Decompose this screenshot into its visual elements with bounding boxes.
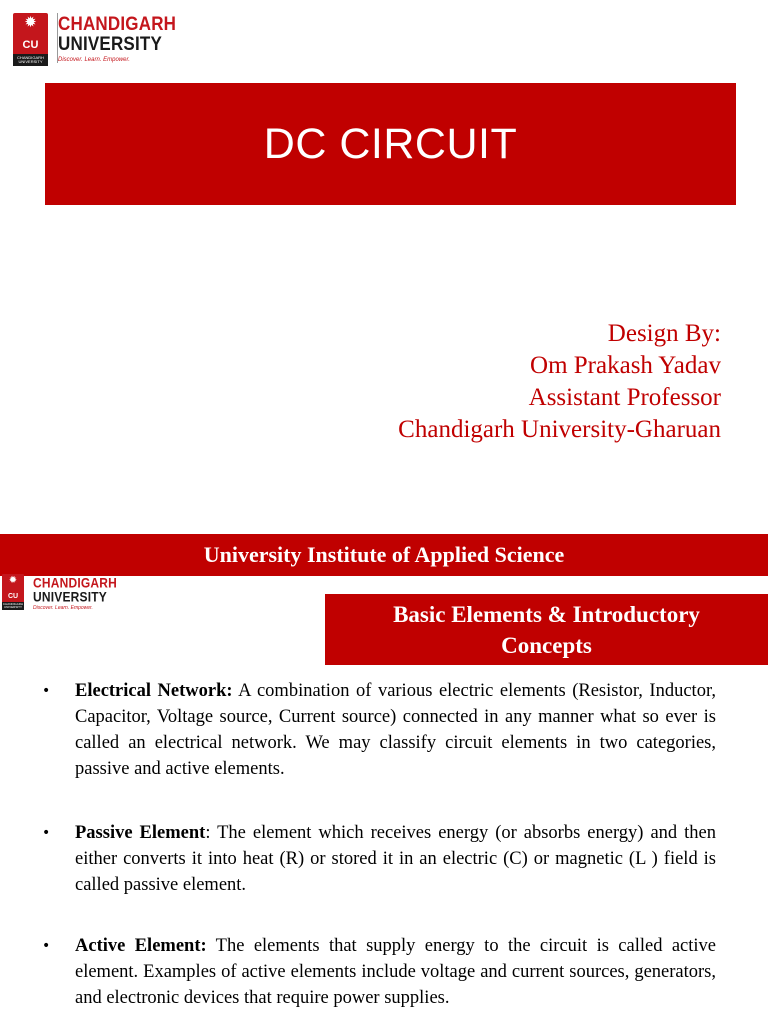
bullet-body bbox=[75, 933, 716, 1011]
logo-wordmark bbox=[57, 13, 176, 63]
section-heading bbox=[325, 594, 768, 665]
bullet-icon: • bbox=[42, 825, 51, 841]
logo-wordmark bbox=[33, 574, 117, 611]
logo-tagline: Discover. Learn. Empower. bbox=[33, 605, 93, 611]
slide-title: DC CIRCUIT bbox=[263, 119, 518, 168]
author-affiliation: Chandigarh University-Gharuan bbox=[398, 416, 721, 443]
logo-badge bbox=[13, 13, 48, 66]
section-heading-line1: Basic Elements & Introductory bbox=[393, 601, 700, 627]
author-block bbox=[398, 318, 721, 446]
title-banner bbox=[45, 83, 736, 205]
institute-name: University Institute of Applied Science bbox=[203, 542, 565, 567]
bullet-body bbox=[75, 678, 716, 782]
logo-badge-text: CU bbox=[7, 593, 19, 600]
author-name: Om Prakash Yadav bbox=[530, 352, 721, 379]
bullet-text: : The element which receives energy (or absorbs energy) and then either converts it into heat (R) or stored it in an electric (C) or magnetic (L ) field is called passive element. bbox=[75, 823, 716, 895]
bullet-icon: • bbox=[42, 938, 51, 954]
logo-badge-subtext: CHANDIGARH UNIVERSITY bbox=[13, 54, 48, 66]
university-logo bbox=[13, 13, 176, 66]
logo-line2: UNIVERSITY bbox=[33, 588, 108, 605]
bullet-text: The elements that supply energy to the circuit is called active element. Examples of active elements include voltage and current sources, generators, and electronic devices that require power supplies. bbox=[75, 936, 716, 1008]
logo-line1: CHANDIGARH bbox=[33, 574, 117, 591]
logo-badge-subtext: CHANDIGARH UNIVERSITY bbox=[2, 602, 24, 609]
logo-line1: CHANDIGARH bbox=[58, 12, 177, 35]
logo-tagline: Discover. Learn. Empower. bbox=[58, 57, 130, 63]
bullet-term: Electrical Network: bbox=[75, 681, 233, 701]
star-emblem-icon: ✹ bbox=[8, 575, 18, 586]
bullet-text: A combination of various electric elements (Resistor, Inductor, Capacitor, Voltage source, Current source) connected in any manner what so ever is called an electrical network. We may classify circuit elements in two categories, passive and active elements. bbox=[75, 681, 716, 779]
logo-badge bbox=[2, 574, 24, 610]
section-heading-line2: Concepts bbox=[501, 632, 592, 658]
author-label: Design By: bbox=[607, 320, 721, 347]
bullet-body bbox=[75, 820, 716, 898]
institute-banner bbox=[0, 534, 768, 576]
logo-badge-text: CU bbox=[22, 39, 39, 51]
logo-line2: UNIVERSITY bbox=[58, 32, 163, 55]
author-designation: Assistant Professor bbox=[528, 384, 721, 411]
star-emblem-icon: ✹ bbox=[24, 13, 37, 31]
content-slide bbox=[0, 534, 768, 1024]
university-logo bbox=[2, 574, 117, 611]
bullet-term: Active Element: bbox=[75, 936, 207, 956]
bullet-term: Passive Element bbox=[75, 823, 206, 843]
bullet-icon: • bbox=[42, 683, 51, 699]
